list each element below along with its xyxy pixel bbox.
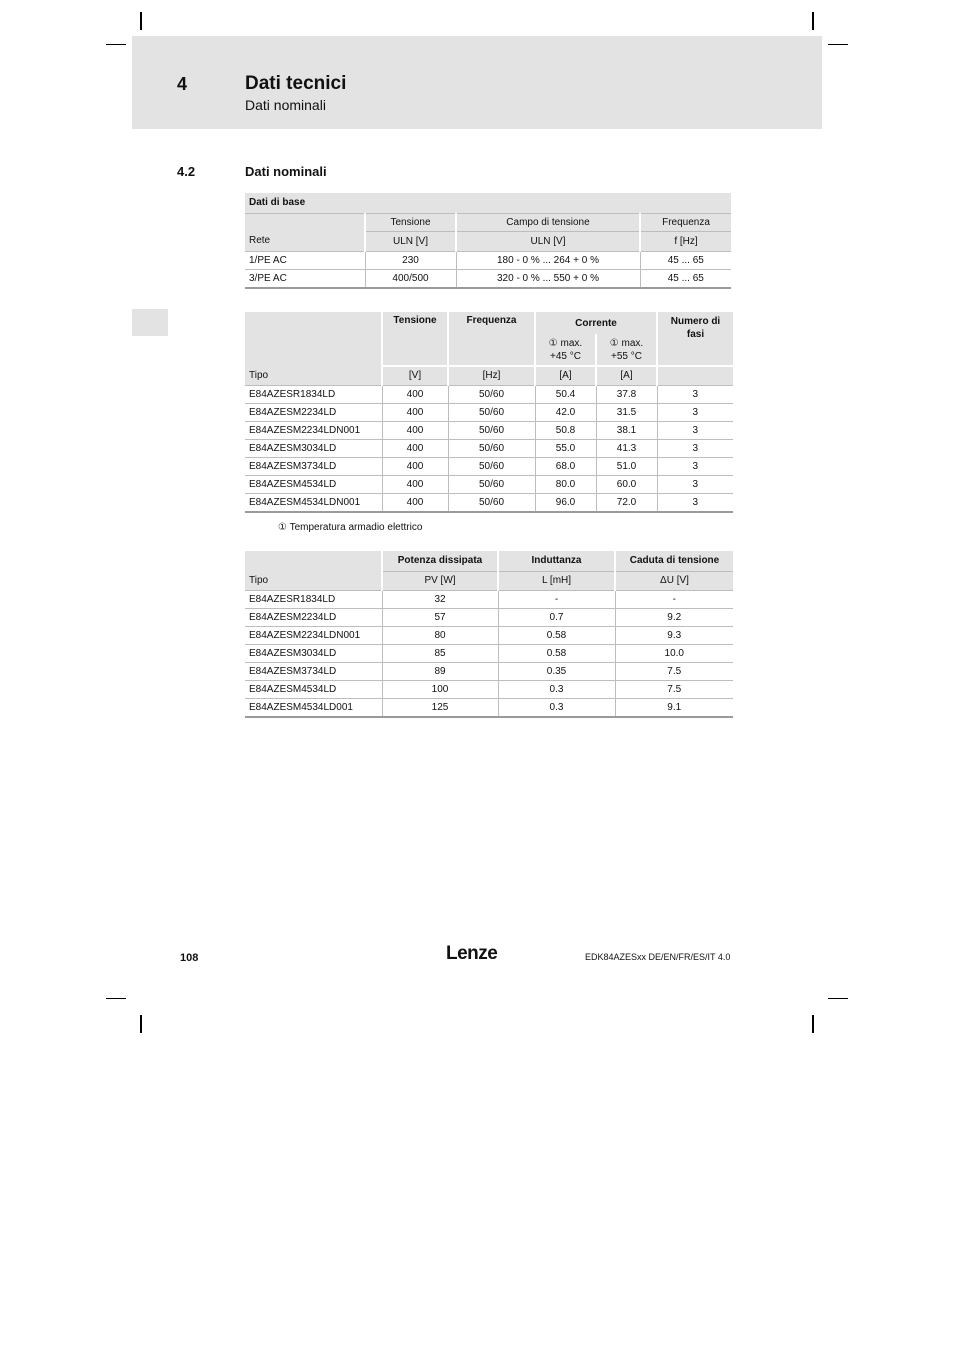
- header-cell: Numero di fasi: [657, 312, 733, 366]
- table-row: [245, 698, 733, 717]
- row-label-header: Rete: [245, 231, 365, 251]
- table-cell: 37.8: [596, 385, 657, 403]
- type-code-cell: E84AZESR1834LD: [245, 385, 382, 403]
- table-cell: -: [498, 590, 615, 608]
- table-cell: 3: [657, 439, 733, 457]
- table-cell: 10.0: [615, 644, 733, 662]
- header-cell: Corrente: [535, 312, 657, 334]
- unit-cell: ΔU [V]: [615, 571, 733, 590]
- table-cell: 0.35: [498, 662, 615, 680]
- table-cell: 3: [657, 385, 733, 403]
- table-cell: 3/PE AC: [245, 269, 365, 288]
- temp-55-label: ① max. +55 °C: [609, 337, 644, 362]
- type-code-cell: E84AZESM2234LD: [245, 608, 382, 626]
- table-cell: 400: [382, 403, 448, 421]
- table-row: [245, 608, 733, 626]
- table-cell: 72.0: [596, 493, 657, 512]
- chapter-title: Dati tecnici: [245, 73, 347, 94]
- table-cell: 45 ... 65: [640, 251, 731, 269]
- table-cell: 9.1: [615, 698, 733, 717]
- base-data-table: [245, 193, 731, 289]
- side-tab-marker: [132, 309, 168, 336]
- header-cell: [245, 213, 365, 231]
- table-cell: 0.58: [498, 644, 615, 662]
- unit-cell: f [Hz]: [640, 231, 731, 251]
- table-cell: 42.0: [535, 403, 596, 421]
- unit-cell: ULN [V]: [365, 231, 456, 251]
- table-cell: 32: [382, 590, 498, 608]
- crop-mark: [812, 1015, 814, 1033]
- table-cell: 55.0: [535, 439, 596, 457]
- table-row: [245, 251, 731, 269]
- crop-mark: [828, 998, 848, 999]
- table-cell: 50/60: [448, 457, 535, 475]
- crop-mark: [140, 12, 142, 30]
- header-cell: [535, 334, 596, 366]
- type-code-cell: E84AZESM4534LD: [245, 475, 382, 493]
- table-cell: 50.8: [535, 421, 596, 439]
- type-code-cell: E84AZESM2234LDN001: [245, 421, 382, 439]
- crop-mark: [812, 12, 814, 30]
- table-cell: 50/60: [448, 493, 535, 512]
- crop-mark: [828, 44, 848, 45]
- table-cell: 0.3: [498, 698, 615, 717]
- type-code-cell: E84AZESM4534LD001: [245, 698, 382, 717]
- table-cell: 89: [382, 662, 498, 680]
- table-row: [245, 644, 733, 662]
- type-code-cell: E84AZESM3734LD: [245, 457, 382, 475]
- table-cell: 3: [657, 421, 733, 439]
- type-code-cell: E84AZESM2234LD: [245, 403, 382, 421]
- table-cell: 96.0: [535, 493, 596, 512]
- document-reference: EDK84AZESxx DE/EN/FR/ES/IT 4.0: [585, 952, 731, 962]
- unit-cell: L [mH]: [498, 571, 615, 590]
- table-row: [245, 439, 733, 457]
- header-cell: [245, 551, 382, 571]
- table-row: [245, 385, 733, 403]
- section-number: 4.2: [177, 164, 196, 179]
- table-row: [245, 590, 733, 608]
- table-cell: 50/60: [448, 403, 535, 421]
- table-cell: 38.1: [596, 421, 657, 439]
- table-cell: 100: [382, 680, 498, 698]
- table-cell: 85: [382, 644, 498, 662]
- table-cell: 3: [657, 457, 733, 475]
- table-cell: 50.4: [535, 385, 596, 403]
- table-cell: 400: [382, 493, 448, 512]
- section-title: Dati nominali: [245, 164, 327, 179]
- table-cell: 400: [382, 457, 448, 475]
- crop-mark: [106, 998, 126, 999]
- table-cell: 400: [382, 421, 448, 439]
- type-code-cell: E84AZESM3034LD: [245, 439, 382, 457]
- table-cell: 41.3: [596, 439, 657, 457]
- table-cell: 230: [365, 251, 456, 269]
- unit-cell: ULN [V]: [456, 231, 640, 251]
- type-code-cell: E84AZESM4534LDN001: [245, 493, 382, 512]
- table-row: [245, 493, 733, 512]
- tipo-header: Tipo: [245, 366, 382, 385]
- table-cell: 400/500: [365, 269, 456, 288]
- table-cell: 80.0: [535, 475, 596, 493]
- crop-mark: [140, 1015, 142, 1033]
- table-row: [245, 475, 733, 493]
- crop-mark: [106, 44, 126, 45]
- table-cell: 0.58: [498, 626, 615, 644]
- header-cell: Caduta di tensione: [615, 551, 733, 571]
- header-cell: Tensione: [382, 312, 448, 366]
- tipo-header: Tipo: [245, 571, 382, 590]
- temp-45-label: ① max. +45 °C: [548, 337, 583, 362]
- footnote: ① Temperatura armadio elettrico: [278, 522, 423, 533]
- table-cell: 320 - 0 % ... 550 + 0 %: [456, 269, 640, 288]
- table-row: [245, 626, 733, 644]
- table-cell: 3: [657, 475, 733, 493]
- table-row: [245, 662, 733, 680]
- table-caption: Dati di base: [245, 193, 731, 213]
- header-cell: [245, 312, 382, 334]
- unit-cell: PV [W]: [382, 571, 498, 590]
- unit-cell: [V]: [382, 366, 448, 385]
- table-row: [245, 680, 733, 698]
- table-row: [245, 421, 733, 439]
- table-cell: 50/60: [448, 475, 535, 493]
- header-cell: [596, 334, 657, 366]
- table-cell: 50/60: [448, 439, 535, 457]
- header-cell: [245, 334, 382, 366]
- header-cell: Frequenza: [640, 213, 731, 231]
- header-cell: Frequenza: [448, 312, 535, 366]
- table-cell: 7.5: [615, 662, 733, 680]
- table-cell: 7.5: [615, 680, 733, 698]
- table-cell: 68.0: [535, 457, 596, 475]
- type-code-cell: E84AZESM3034LD: [245, 644, 382, 662]
- table-cell: 1/PE AC: [245, 251, 365, 269]
- table-cell: 9.3: [615, 626, 733, 644]
- type-code-cell: E84AZESM2234LDN001: [245, 626, 382, 644]
- unit-cell: [A]: [596, 366, 657, 385]
- header-cell: Induttanza: [498, 551, 615, 571]
- table-cell: 50/60: [448, 385, 535, 403]
- table-cell: 3: [657, 493, 733, 512]
- table-cell: 180 - 0 % ... 264 + 0 %: [456, 251, 640, 269]
- table-cell: 9.2: [615, 608, 733, 626]
- table-cell: -: [615, 590, 733, 608]
- table-row: [245, 457, 733, 475]
- page-number: 108: [180, 952, 199, 964]
- table-cell: 400: [382, 475, 448, 493]
- type-rating-table: [245, 312, 733, 513]
- table-cell: 3: [657, 403, 733, 421]
- unit-cell: [Hz]: [448, 366, 535, 385]
- table-cell: 0.7: [498, 608, 615, 626]
- table-cell: 60.0: [596, 475, 657, 493]
- unit-cell: [657, 366, 733, 385]
- table-cell: 0.3: [498, 680, 615, 698]
- header-cell: Campo di tensione: [456, 213, 640, 231]
- header-cell: Potenza dissipata: [382, 551, 498, 571]
- chapter-header-band: [132, 36, 822, 129]
- type-code-cell: E84AZESR1834LD: [245, 590, 382, 608]
- chapter-subtitle: Dati nominali: [245, 97, 326, 113]
- table-cell: 45 ... 65: [640, 269, 731, 288]
- chapter-number: 4: [177, 74, 188, 94]
- header-cell: Tensione: [365, 213, 456, 231]
- table-cell: 400: [382, 385, 448, 403]
- table-cell: 57: [382, 608, 498, 626]
- table-cell: 50/60: [448, 421, 535, 439]
- table-cell: 125: [382, 698, 498, 717]
- losses-table: [245, 551, 733, 718]
- unit-cell: [A]: [535, 366, 596, 385]
- table-row: [245, 269, 731, 288]
- type-code-cell: E84AZESM3734LD: [245, 662, 382, 680]
- type-code-cell: E84AZESM4534LD: [245, 680, 382, 698]
- brand-logo: Lenze: [446, 943, 498, 964]
- table-cell: 31.5: [596, 403, 657, 421]
- table-cell: 80: [382, 626, 498, 644]
- table-cell: 400: [382, 439, 448, 457]
- table-cell: 51.0: [596, 457, 657, 475]
- table-row: [245, 403, 733, 421]
